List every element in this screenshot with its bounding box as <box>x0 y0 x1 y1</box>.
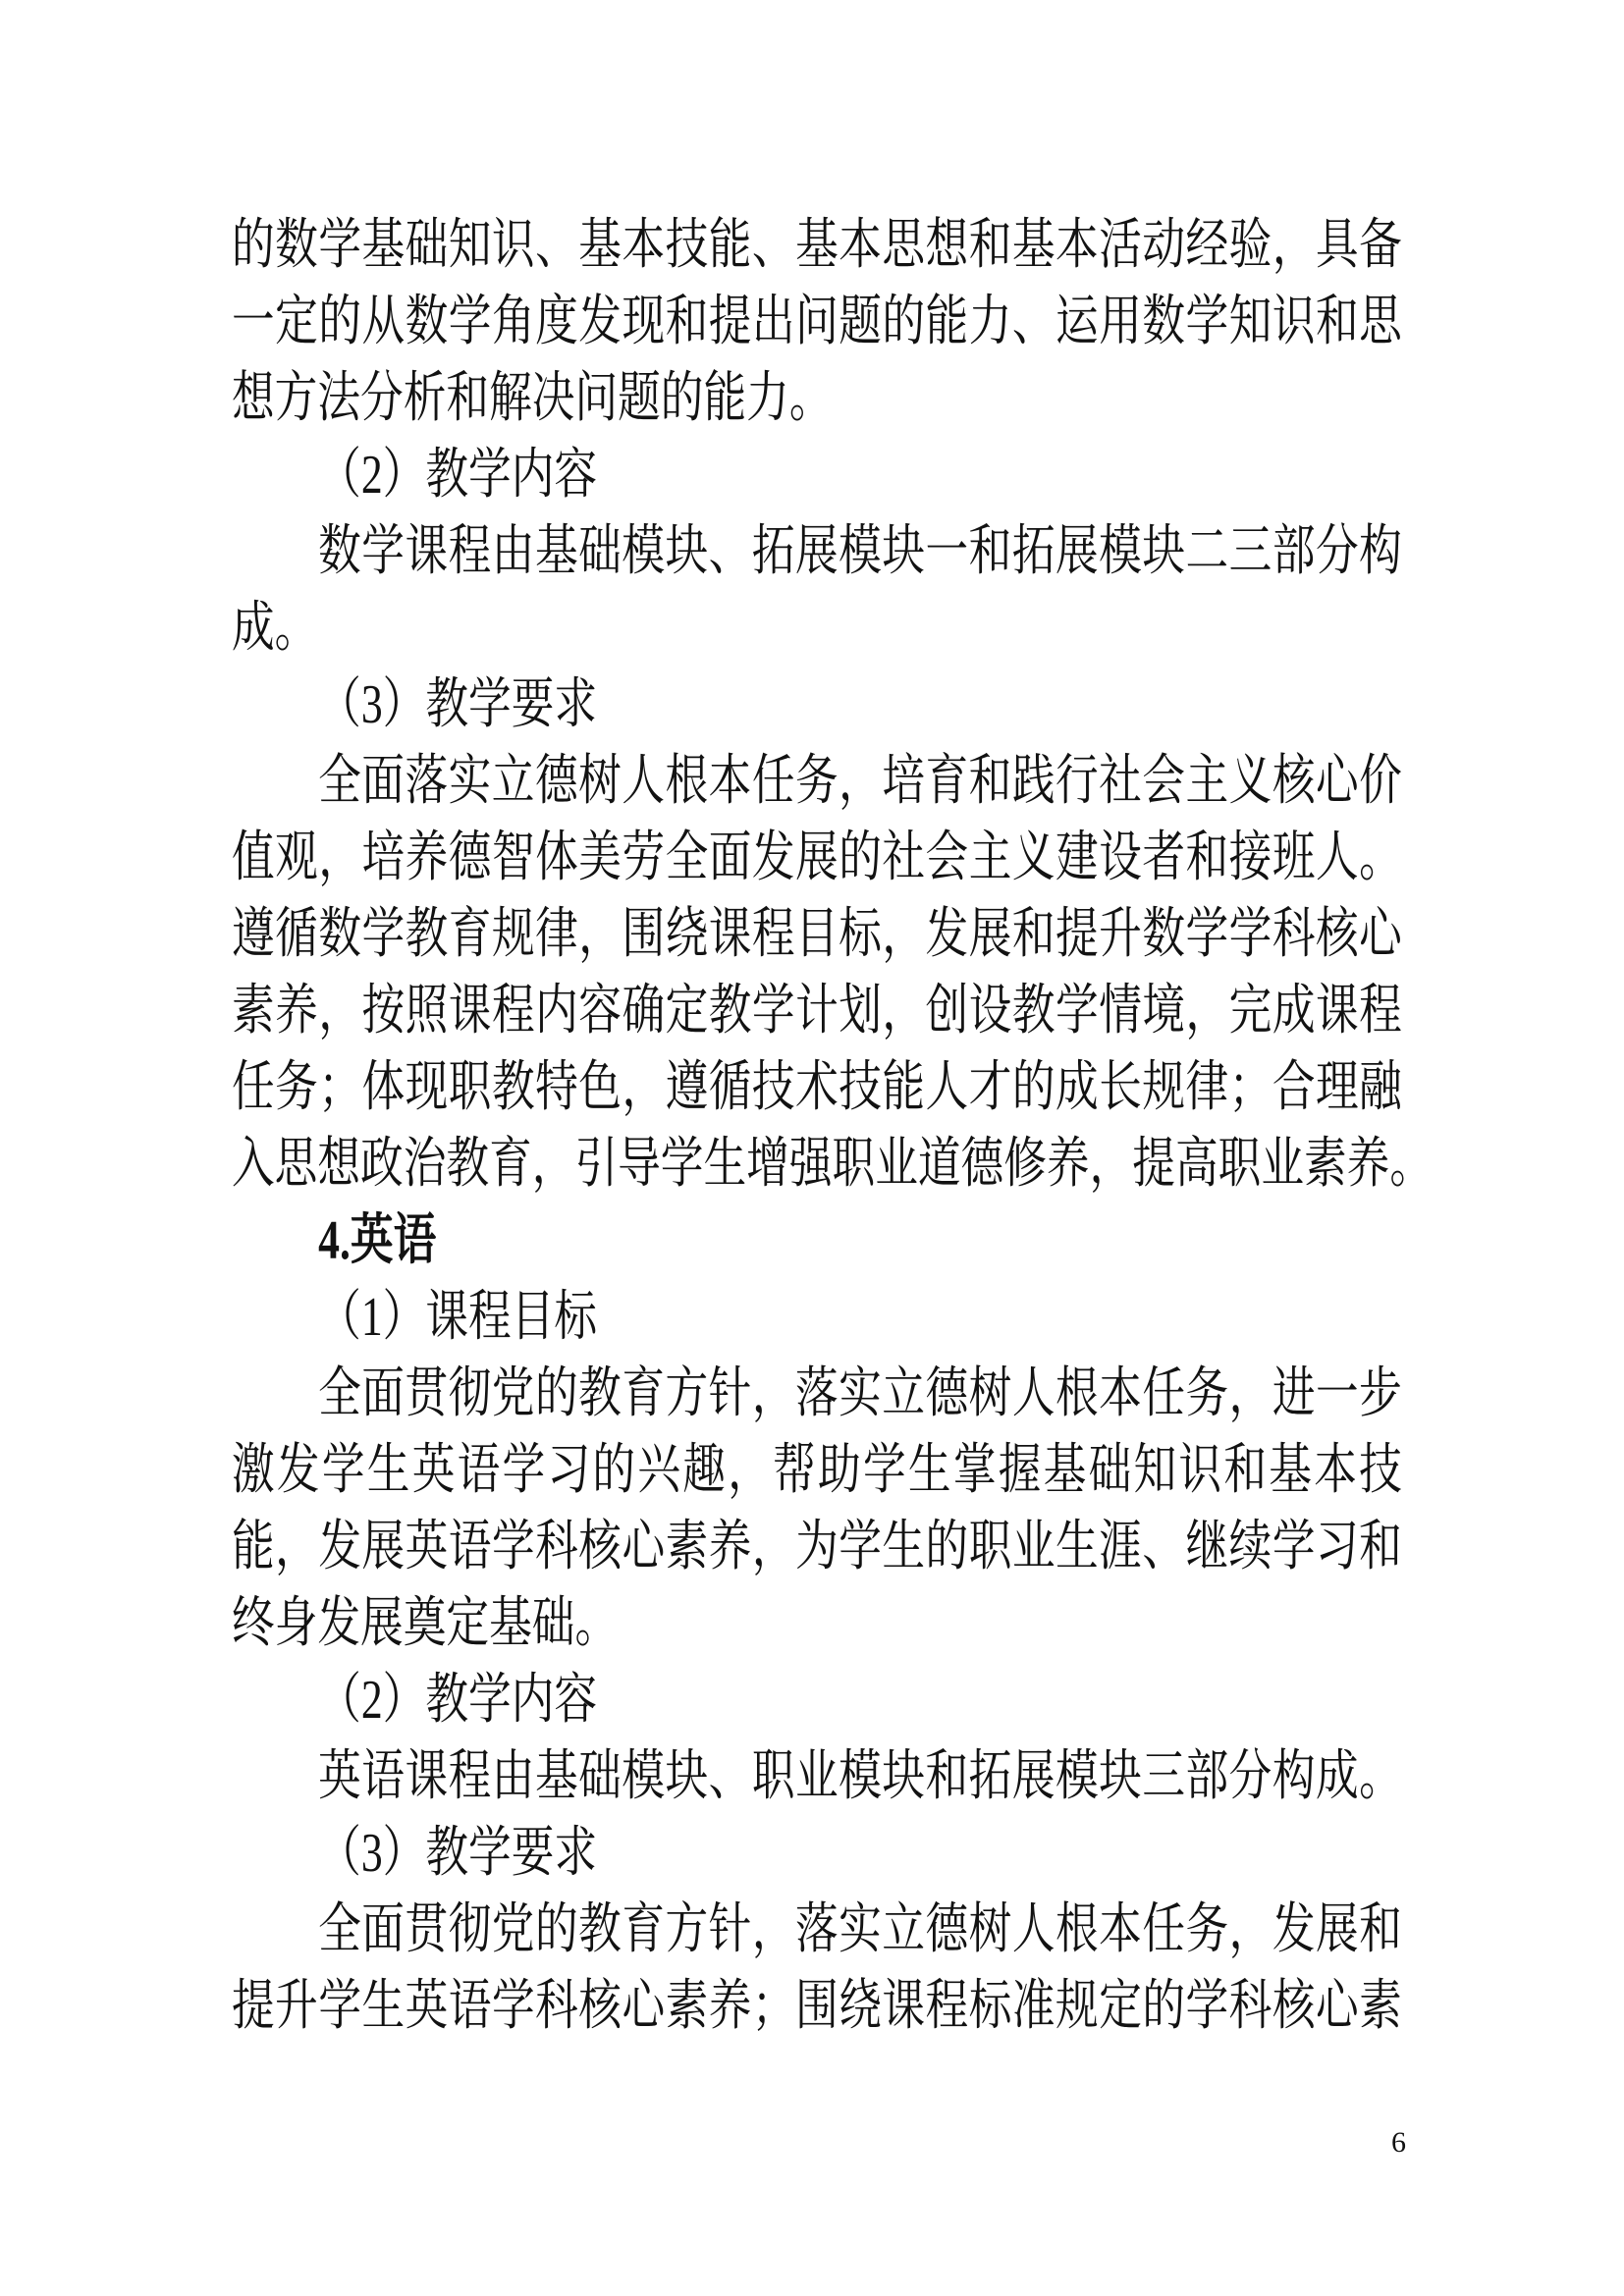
page-number: 6 <box>1391 2126 1406 2159</box>
text-line: 一定的从数学角度发现和提出问题的能力、运用数学知识和思 <box>232 292 1402 352</box>
text-line: 的数学基础知识、基本技能、基本思想和基本活动经验，具备 <box>232 215 1402 276</box>
text-line: 素养，按照课程内容确定教学计划，创设教学情境，完成课程 <box>232 981 1402 1041</box>
text-line: （3）教学要求 <box>318 674 598 735</box>
text-line: 英语课程由基础模块、职业模块和拓展模块三部分构成。 <box>318 1746 1402 1807</box>
text-line: 全面贯彻党的教育方针，落实立德树人根本任务，发展和 <box>318 1899 1402 1960</box>
text-line: 遵循数学教育规律，围绕课程目标，发展和提升数学学科核心 <box>232 904 1402 965</box>
text-line: 能，发展英语学科核心素养，为学生的职业生涯、继续学习和 <box>232 1517 1402 1577</box>
text-line: （1）课程目标 <box>318 1287 598 1348</box>
text-line: 值观，培养德智体美劳全面发展的社会主义建设者和接班人。 <box>232 828 1402 888</box>
text-column <box>232 207 1434 2045</box>
text-line: 任务；体现职教特色，遵循技术技能人才的成长规律；合理融 <box>232 1057 1402 1118</box>
text-line: 想方法分析和解决问题的能力。 <box>232 368 833 429</box>
text-line: （2）教学内容 <box>318 445 598 506</box>
text-line: 入思想政治教育，引导学生增强职业道德修养，提高职业素养。 <box>232 1134 1434 1195</box>
text-line: 提升学生英语学科核心素养；围绕课程标准规定的学科核心素 <box>232 1976 1402 2037</box>
text-line: 全面落实立德树人根本任务，培育和践行社会主义核心价 <box>318 751 1402 812</box>
text-line: 数学课程由基础模块、拓展模块一和拓展模块二三部分构 <box>318 521 1402 582</box>
text-line: 4.英语 <box>318 1210 437 1271</box>
text-line: （3）教学要求 <box>318 1823 598 1884</box>
text-line: 终身发展奠定基础。 <box>232 1593 619 1654</box>
text-line: 全面贯彻党的教育方针，落实立德树人根本任务，进一步 <box>318 1363 1402 1424</box>
text-line: （2）教学内容 <box>318 1670 598 1731</box>
text-line: 激发学生英语学习的兴趣，帮助学生掌握基础知识和基本技 <box>232 1440 1402 1501</box>
text-line: 成。 <box>232 598 318 659</box>
